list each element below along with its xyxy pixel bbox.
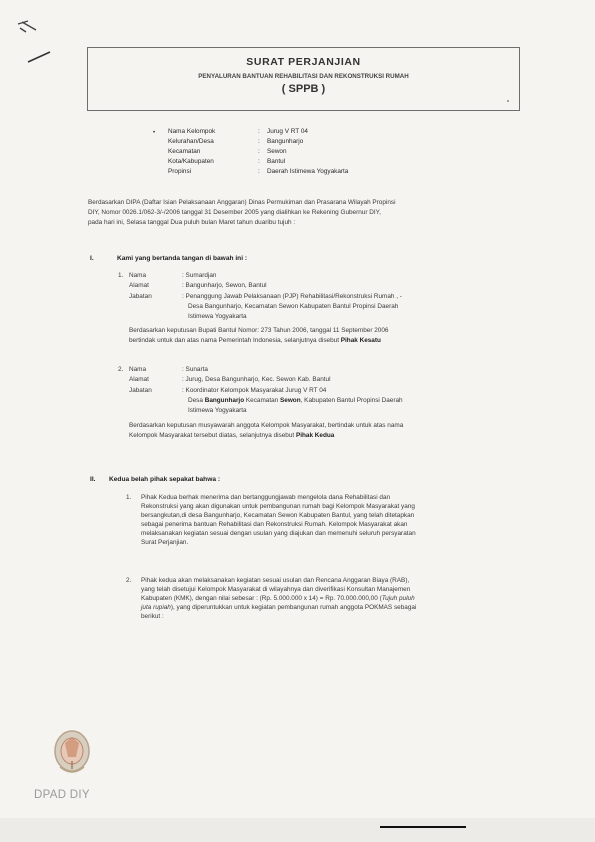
field-value: Istimewa Yogyakarta xyxy=(188,313,247,320)
item-number: 1. xyxy=(126,494,132,501)
info-value: Bangunharjo xyxy=(267,138,304,145)
info-label: Kecamatan xyxy=(168,148,201,155)
clause-line: juta rupiah), yang diperuntukkan untuk kegiatan pembangunan rumah anggota POKMAS sebagai xyxy=(141,604,417,611)
info-label: Propinsi xyxy=(168,168,192,175)
field-value: Desa Bangunharjo, Kecamatan Sewon Kabupaten Bantul Propinsi Daerah xyxy=(188,303,399,310)
clause-line: berikut : xyxy=(141,613,164,620)
clause-line: bersangkutan,di desa Bangunharjo, Kecamatan Sewon Kabupaten Bantul, yang telah ditetapkan xyxy=(141,512,415,519)
clause-line: Surat Perjanjian. xyxy=(141,539,189,546)
field-value: Istimewa Yogyakarta xyxy=(188,407,247,414)
section-heading: Kami yang bertanda tangan di bawah ini : xyxy=(117,255,248,262)
document-subtitle: PENYALURAN BANTUAN REHABILITASI DAN REKONSTRUKSI RUMAH xyxy=(198,73,409,80)
field-value: : Sunarta xyxy=(182,366,208,373)
bottom-rule xyxy=(380,826,466,828)
clause-line: melaksanakan kegiatan sesuai dengan usulan yang diajukan dan memenuhi seluruh persyaratan xyxy=(141,530,416,537)
info-label: Nama Kelompok xyxy=(168,128,216,135)
section-number: I. xyxy=(90,255,94,262)
party-number: 2. xyxy=(118,366,124,373)
party-designation: Pihak Kedua xyxy=(295,432,335,439)
section-heading: Kedua belah pihak sepakat bahwa : xyxy=(109,476,221,483)
document-page: SURAT PERJANJIAN PENYALURAN BANTUAN REHABILITASI DAN REKONSTRUKSI RUMAH ( SPPB ) • Nama Kelompok : Jurug V RT 04 Kelurahan/Desa : Bangunharjo Kecamatan : Sewon Kota/Kabupaten : Bantul Propinsi : Daerah Istimewa Yogyakarta Berdasarkan DIPA (Daftar Isian Pelaksanaan Anggaran) Dinas Permukiman dan Prasarana Wilayah Propinsi DIY, Nomor 0026.1/062-3/-/2006 tanggal 31 Desember 2005 yang dialihkan ke Rekening Gubernur DIY, pada hari ini, Selasa tanggal Dua puluh bulan Maret tahun duaribu tujuh : I. Kami yang bertanda tangan di bawah ini : 1. Nama : Sumardjan Alamat : Bangunharjo, Sewon, Bantul Jabatan : Penanggung Jawab Pelaksanaan (PJP) Rehabilitasi/Rekonstruksi Rumah , - Desa Bangunharjo, Kecamatan Sewon Kabupaten Bantul Propinsi Daerah Istimewa Yogyakarta Berdasarkan keputusan Bupati Bantul Nomor: 273 Tahun 2006, tanggal 11 September 2006 bertindak untuk dan atas nama Pemerintah Indonesia, selanjutnya disebut Pihak Kesatu 2. Nama : Sunarta Alamat : Jurug, Desa Bangunharjo, Kec. Sewon Kab. Bantul Jabatan : Koordinator Kelompok Masyarakat Jurug V RT 04 Desa Bangunharjo Kecamatan Sewon, Kabupaten Bantul Propinsi Daerah Istimewa Yogyakarta Berdasarkan keputusan musyawarah anggota Kelompok Masyarakat, bertindak untuk atas nama Kelompok Masyarakat tersebut diatas, selanjutnya disebut Pihak Kedua II. Kedua belah pihak sepakat bahwa : 1. Pihak Kedua berhak menerima dan bertanggungjawab mengelola dana Rehabilitasi dan Rekonstruksi yang akan digunakan untuk pembangunan rumah bagi Kelompok Masyarakat yang bersangkutan,di desa Bangunharjo, Kecamatan Sewon Kabupaten Bantul, yang telah ditetapkan sebagai penerima bantuan Rehabilitasi dan Rekonstruksi Rumah. Kelompok Masyarakat akan melaksanakan kegiatan sesuai dengan usulan yang diajukan dan memenuhi seluruh persyaratan Surat Perjanjian. 2. Pihak kedua akan melaksanakan kegiatan sesuai usulan dan Rencana Anggaran Biaya (RAB), yang telah disetujui Kelompok Masyarakat di wilayahnya dan diverifikasi Konsultan Manajemen Kabupaten (KMK), dengan nilai sebesar : (Rp. 5.000.000 x 14) = Rp. 70.000.000,00 (Tujuh puluh juta rupiah), yang diperuntukkan untuk kegiatan pembangunan rumah anggota POKMAS sebagai berikut : DPAD DIY xyxy=(0,0,595,818)
field-label: Alamat xyxy=(129,376,149,383)
party-number: 1. xyxy=(118,272,124,279)
item-number: 2. xyxy=(126,577,132,584)
info-value: Daerah Istimewa Yogyakarta xyxy=(267,168,349,175)
field-label: Jabatan xyxy=(129,387,152,394)
info-bullet: • xyxy=(153,130,156,136)
field-value: : Jurug, Desa Bangunharjo, Kec. Sewon Kab. Bantul xyxy=(182,376,331,383)
basis-line: bertindak untuk dan atas nama Pemerintah Indonesia, selanjutnya disebut Pihak Kesatu xyxy=(129,337,381,344)
intro-line: DIY, Nomor 0026.1/062-3/-/2006 tanggal 31 Desember 2005 yang dialihkan ke Rekening Gubernur DIY, xyxy=(88,209,381,216)
field-value: : Bangunharjo, Sewon, Bantul xyxy=(182,282,267,289)
field-value: Desa Bangunharjo Kecamatan Sewon, Kabupaten Bantul Propinsi Daerah xyxy=(188,397,403,404)
section-number: II. xyxy=(90,476,96,483)
field-value: : Koordinator Kelompok Masyarakat Jurug V RT 04 xyxy=(182,387,327,394)
info-value: Sewon xyxy=(267,148,287,155)
info-value: Jurug V RT 04 xyxy=(267,128,308,135)
field-label: Alamat xyxy=(129,282,149,289)
clause-line: Kabupaten (KMK), dengan nilai sebesar : (Rp. 5.000.000 x 14) = Rp. 70.000.000,00 (Tujuh puluh xyxy=(141,595,415,602)
archive-watermark: DPAD DIY xyxy=(34,789,90,801)
info-value: Bantul xyxy=(267,158,286,165)
field-label: Jabatan xyxy=(129,293,152,300)
document-title: SURAT PERJANJIAN xyxy=(246,56,361,68)
field-value: : Penanggung Jawab Pelaksanaan (PJP) Rehabilitasi/Rekonstruksi Rumah , - xyxy=(182,293,402,300)
clause-line: Rekonstruksi yang akan digunakan untuk pembangunan rumah bagi Kelompok Masyarakat yang xyxy=(141,503,415,510)
clause-line: sebagai penerima bantuan Rehabilitasi dan Rekonstruksi Rumah. Kelompok Masyarakat akan xyxy=(141,521,408,528)
intro-line: pada hari ini, Selasa tanggal Dua puluh bulan Maret tahun duaribu tujuh : xyxy=(88,219,296,226)
info-label: Kota/Kabupaten xyxy=(168,158,214,165)
speck xyxy=(507,100,509,102)
clause-line: Pihak kedua akan melaksanakan kegiatan sesuai usulan dan Rencana Anggaran Biaya (RAB), xyxy=(141,577,410,584)
basis-line: Berdasarkan keputusan musyawarah anggota Kelompok Masyarakat, bertindak untuk atas nama xyxy=(129,422,404,429)
basis-line: Berdasarkan keputusan Bupati Bantul Nomor: 273 Tahun 2006, tanggal 11 September 2006 xyxy=(129,327,389,334)
clause-line: yang telah disetujui Kelompok Masyarakat di wilayahnya dan diverifikasi Konsultan Manajemen xyxy=(141,586,411,593)
basis-line: Kelompok Masyarakat tersebut diatas, selanjutnya disebut Pihak Kedua xyxy=(129,432,335,439)
pen-mark-icon xyxy=(14,18,54,68)
field-label: Nama xyxy=(129,366,147,373)
intro-line: Berdasarkan DIPA (Daftar Isian Pelaksanaan Anggaran) Dinas Permukiman dan Prasarana Wilayah Propinsi xyxy=(88,199,396,206)
info-label: Kelurahan/Desa xyxy=(168,138,214,145)
document-code: ( SPPB ) xyxy=(281,83,326,95)
field-value: : Sumardjan xyxy=(182,272,217,279)
field-label: Nama xyxy=(129,272,147,279)
clause-line: Pihak Kedua berhak menerima dan bertanggungjawab mengelola dana Rehabilitasi dan xyxy=(141,494,391,501)
party-designation: Pihak Kesatu xyxy=(340,337,381,344)
header-box xyxy=(87,47,520,111)
archive-seal-icon xyxy=(50,727,94,779)
